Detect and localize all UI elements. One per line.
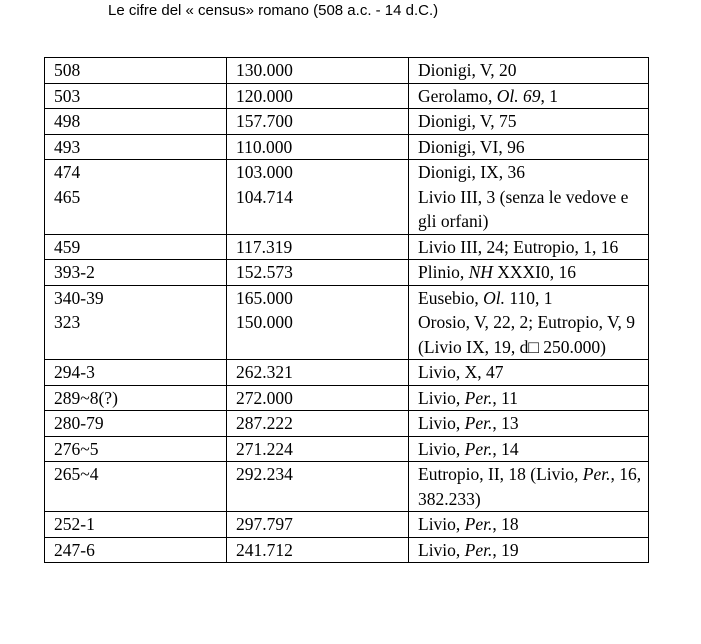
year-cell bbox=[45, 109, 227, 135]
source-cell bbox=[409, 58, 649, 84]
count-cell-line: 157.700 bbox=[236, 111, 293, 131]
table-row bbox=[45, 58, 649, 84]
source-work-title: NH bbox=[468, 262, 493, 282]
count-cell-line: 103.000 bbox=[236, 162, 293, 182]
year-cell bbox=[45, 537, 227, 563]
year-cell-line: 508 bbox=[54, 60, 81, 80]
count-cell-line: 241.712 bbox=[236, 539, 293, 560]
source-cell bbox=[409, 537, 649, 563]
source-cell bbox=[409, 260, 649, 286]
year-cell bbox=[45, 234, 227, 260]
source-cell bbox=[409, 134, 649, 160]
year-cell-line: 323 bbox=[54, 312, 81, 332]
source-entry bbox=[418, 462, 648, 511]
source-text: Livio, bbox=[418, 387, 465, 408]
count-cell bbox=[227, 360, 409, 386]
source-text: Dionigi, VI, 96 bbox=[418, 136, 525, 157]
count-cell bbox=[227, 411, 409, 437]
year-cell bbox=[45, 160, 227, 235]
source-work-title: Per. bbox=[464, 413, 493, 433]
count-cell-line: 130.000 bbox=[236, 60, 293, 80]
year-cell bbox=[45, 385, 227, 411]
count-cell bbox=[227, 537, 409, 563]
count-cell-line: 104.714 bbox=[236, 186, 293, 207]
source-cell bbox=[409, 385, 649, 411]
table-row bbox=[45, 360, 649, 386]
source-text: , 16, 382.233) bbox=[418, 464, 642, 509]
source-work-title: Per. bbox=[464, 539, 493, 560]
source-entry bbox=[418, 386, 648, 411]
count-cell-line: 110.000 bbox=[236, 136, 293, 157]
year-cell-line: 498 bbox=[54, 111, 81, 131]
source-text: Livio, bbox=[418, 514, 465, 534]
year-cell-line: 493 bbox=[54, 136, 81, 157]
count-cell bbox=[227, 436, 409, 462]
source-cell bbox=[409, 360, 649, 386]
table-row bbox=[45, 83, 649, 109]
source-text: Livio, bbox=[418, 438, 465, 459]
census-table-body bbox=[45, 58, 649, 563]
table-row bbox=[45, 160, 649, 235]
source-work-title: Per. bbox=[464, 387, 493, 408]
source-cell bbox=[409, 160, 649, 235]
year-cell bbox=[45, 134, 227, 160]
page-title: Le cifre del « census» romano (508 a.c. - 14 d.C.) bbox=[108, 2, 439, 19]
source-text: , 14 bbox=[492, 438, 519, 459]
source-entry bbox=[418, 260, 648, 285]
count-cell-line: 152.573 bbox=[236, 262, 293, 282]
source-cell bbox=[409, 436, 649, 462]
year-cell-line: 393-2 bbox=[54, 262, 95, 282]
source-text: , 13 bbox=[492, 413, 519, 433]
table-row bbox=[45, 109, 649, 135]
source-cell bbox=[409, 109, 649, 135]
count-cell-line: 150.000 bbox=[236, 312, 293, 332]
year-cell-line: 474 bbox=[54, 162, 81, 182]
source-cell bbox=[409, 512, 649, 538]
count-cell-line: 287.222 bbox=[236, 413, 293, 433]
year-cell-line: 276~5 bbox=[54, 438, 99, 459]
source-entry bbox=[418, 160, 648, 185]
count-cell-line: 165.000 bbox=[236, 287, 293, 308]
count-cell bbox=[227, 260, 409, 286]
year-cell bbox=[45, 285, 227, 360]
count-cell bbox=[227, 58, 409, 84]
source-text: , 11 bbox=[492, 387, 518, 408]
table-row bbox=[45, 285, 649, 360]
source-entry bbox=[418, 360, 648, 385]
source-text: Livio, bbox=[418, 413, 465, 433]
table-row bbox=[45, 436, 649, 462]
source-text: Eusebio, bbox=[418, 287, 484, 308]
source-text: Dionigi, V, 20 bbox=[418, 60, 517, 80]
year-cell-line: 289~8(?) bbox=[54, 387, 118, 408]
source-text: Orosio, V, 22, 2; Eutropio, V, 9 (Livio IX, 19, d□ 250.000) bbox=[418, 312, 635, 357]
year-cell bbox=[45, 462, 227, 512]
source-entry bbox=[418, 235, 648, 260]
year-cell-line: 265~4 bbox=[54, 464, 99, 484]
source-entry bbox=[418, 310, 648, 359]
source-text: Gerolamo, bbox=[418, 85, 497, 106]
source-text: Dionigi, IX, 36 bbox=[418, 162, 525, 182]
count-cell-line: 292.234 bbox=[236, 464, 293, 484]
count-cell-line: 262.321 bbox=[236, 362, 293, 382]
count-cell bbox=[227, 385, 409, 411]
year-cell-line: 340-39 bbox=[54, 287, 104, 308]
count-cell bbox=[227, 83, 409, 109]
count-cell bbox=[227, 234, 409, 260]
year-cell-line: 252-1 bbox=[54, 514, 95, 534]
source-text: XXXI0, 16 bbox=[492, 262, 577, 282]
source-entry bbox=[418, 58, 648, 83]
source-entry bbox=[418, 185, 648, 234]
year-cell-line: 294-3 bbox=[54, 362, 95, 382]
source-cell bbox=[409, 285, 649, 360]
source-cell bbox=[409, 462, 649, 512]
year-cell-line: 247-6 bbox=[54, 539, 95, 560]
year-cell bbox=[45, 58, 227, 84]
table-row bbox=[45, 234, 649, 260]
source-entry bbox=[418, 538, 648, 563]
table-row bbox=[45, 411, 649, 437]
source-text: Eutropio, II, 18 (Livio, bbox=[418, 464, 583, 484]
count-cell bbox=[227, 285, 409, 360]
table-row bbox=[45, 134, 649, 160]
count-cell bbox=[227, 462, 409, 512]
year-cell bbox=[45, 260, 227, 286]
year-cell bbox=[45, 512, 227, 538]
source-text: Livio, bbox=[418, 539, 465, 560]
year-cell bbox=[45, 411, 227, 437]
year-cell-line: 459 bbox=[54, 236, 81, 257]
year-cell bbox=[45, 360, 227, 386]
count-cell-line: 120.000 bbox=[236, 85, 293, 106]
source-cell bbox=[409, 234, 649, 260]
source-entry bbox=[418, 411, 648, 436]
count-cell-line: 271.224 bbox=[236, 438, 293, 459]
source-text: , 1 bbox=[540, 85, 558, 106]
source-entry bbox=[418, 286, 648, 311]
year-cell-line: 503 bbox=[54, 85, 81, 106]
year-cell bbox=[45, 436, 227, 462]
census-table bbox=[44, 57, 649, 563]
source-text: 110, 1 bbox=[505, 287, 553, 308]
source-text: Dionigi, V, 75 bbox=[418, 111, 517, 131]
count-cell bbox=[227, 512, 409, 538]
table-row bbox=[45, 260, 649, 286]
source-text: Livio III, 3 (senza le vedove e gli orfani) bbox=[418, 186, 629, 231]
year-cell-line: 280-79 bbox=[54, 413, 104, 433]
source-cell bbox=[409, 411, 649, 437]
source-work-title: Per. bbox=[464, 438, 493, 459]
table-row bbox=[45, 462, 649, 512]
count-cell-line: 117.319 bbox=[236, 236, 293, 257]
source-cell bbox=[409, 83, 649, 109]
source-work-title: Per. bbox=[464, 514, 493, 534]
source-entry bbox=[418, 437, 648, 462]
table-row bbox=[45, 537, 649, 563]
source-entry bbox=[418, 109, 648, 134]
source-entry bbox=[418, 84, 648, 109]
source-text: Plinio, bbox=[418, 262, 469, 282]
source-work-title: Ol. 69 bbox=[496, 85, 541, 106]
table-row bbox=[45, 385, 649, 411]
source-entry bbox=[418, 512, 648, 537]
count-cell bbox=[227, 109, 409, 135]
source-text: Livio III, 24; Eutropio, 1, 16 bbox=[418, 236, 619, 257]
year-cell-line: 465 bbox=[54, 186, 81, 207]
source-work-title: Ol. bbox=[483, 287, 506, 308]
source-work-title: Per. bbox=[582, 464, 611, 484]
count-cell-line: 297.797 bbox=[236, 514, 293, 534]
source-text: , 19 bbox=[492, 539, 519, 560]
count-cell-line: 272.000 bbox=[236, 387, 293, 408]
count-cell bbox=[227, 160, 409, 235]
source-text: , 18 bbox=[492, 514, 519, 534]
source-entry bbox=[418, 135, 648, 160]
source-text: Livio, X, 47 bbox=[418, 362, 504, 382]
table-row bbox=[45, 512, 649, 538]
count-cell bbox=[227, 134, 409, 160]
year-cell bbox=[45, 83, 227, 109]
